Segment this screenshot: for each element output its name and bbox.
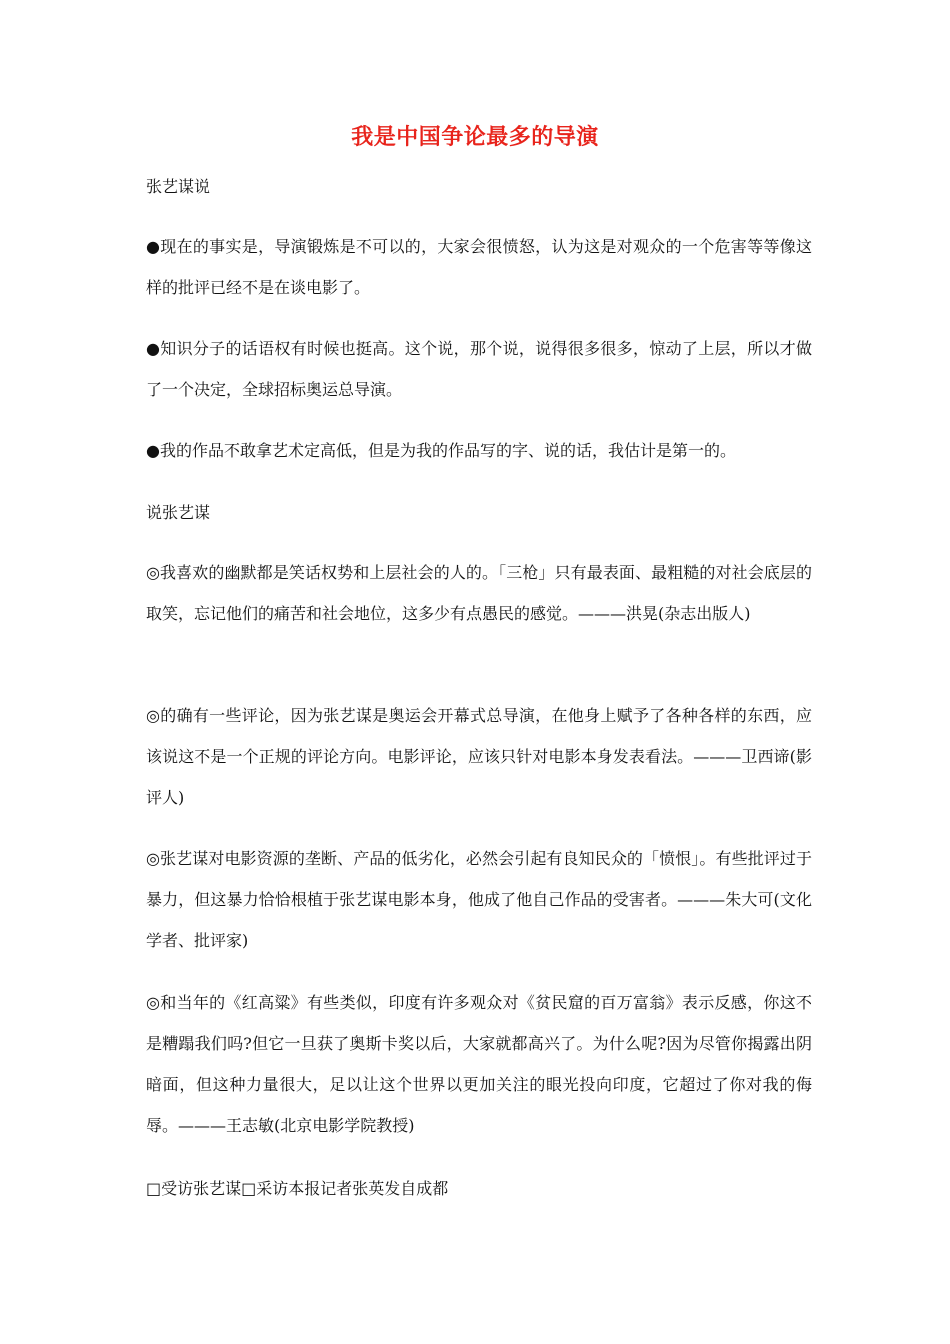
- comment-wang-zhimin: ◎和当年的《红高粱》有些类似，印度有许多观众对《贫民窟的百万富翁》表示反感，你这不是糟蹋我们吗?但它一旦获了奥斯卡奖以后，大家就都高兴了。为什么呢?因为尽管你揭露出阴暗面，但这种力量很大，足以让这个世界以更加关注的眼光投向印度，它超过了你对我的侮辱。———王志敏(北京电影学院教授): [146, 993, 812, 1135]
- zhang-quote-3: ●我的作品不敢拿艺术定高低，但是为我的作品写的字、说的话，我估计是第一的。: [146, 441, 736, 460]
- document-title: 我是中国争论最多的导演: [351, 124, 599, 150]
- byline: □受访张艺谋□采访本报记者张英发自成都: [146, 1179, 449, 1198]
- section-label-about-zhang: 说张艺谋: [146, 503, 211, 522]
- comment-zhu-dake: ◎张艺谋对电影资源的垄断、产品的低劣化，必然会引起有良知民众的「愤恨」。有些批评过于暴力，但这暴力恰恰根植于张艺谋电影本身，他成了他自己作品的受害者。———朱大可(文化学者、批评家): [146, 849, 812, 950]
- comment-hong-huang: ◎我喜欢的幽默都是笑话权势和上层社会的人的。「三枪」只有最表面、最粗糙的对社会底层的取笑，忘记他们的痛苦和社会地位，这多少有点愚民的感觉。———洪晃(杂志出版人): [146, 563, 812, 623]
- zhang-quote-1: ●现在的事实是，导演锻炼是不可以的，大家会很愤怒，认为这是对观众的一个危害等等像这样的批评已经不是在谈电影了。: [146, 237, 812, 297]
- section-label-zhang-says: 张艺谋说: [146, 177, 211, 196]
- zhang-quote-2: ●知识分子的话语权有时候也挺高。这个说，那个说，说得很多很多，惊动了上层，所以才做了一个决定，全球招标奥运总导演。: [146, 339, 812, 399]
- comment-wei-xidi: ◎的确有一些评论，因为张艺谋是奥运会开幕式总导演，在他身上赋予了各种各样的东西，应该说这不是一个正规的评论方向。电影评论，应该只针对电影本身发表看法。———卫西谛(影评人): [146, 706, 812, 807]
